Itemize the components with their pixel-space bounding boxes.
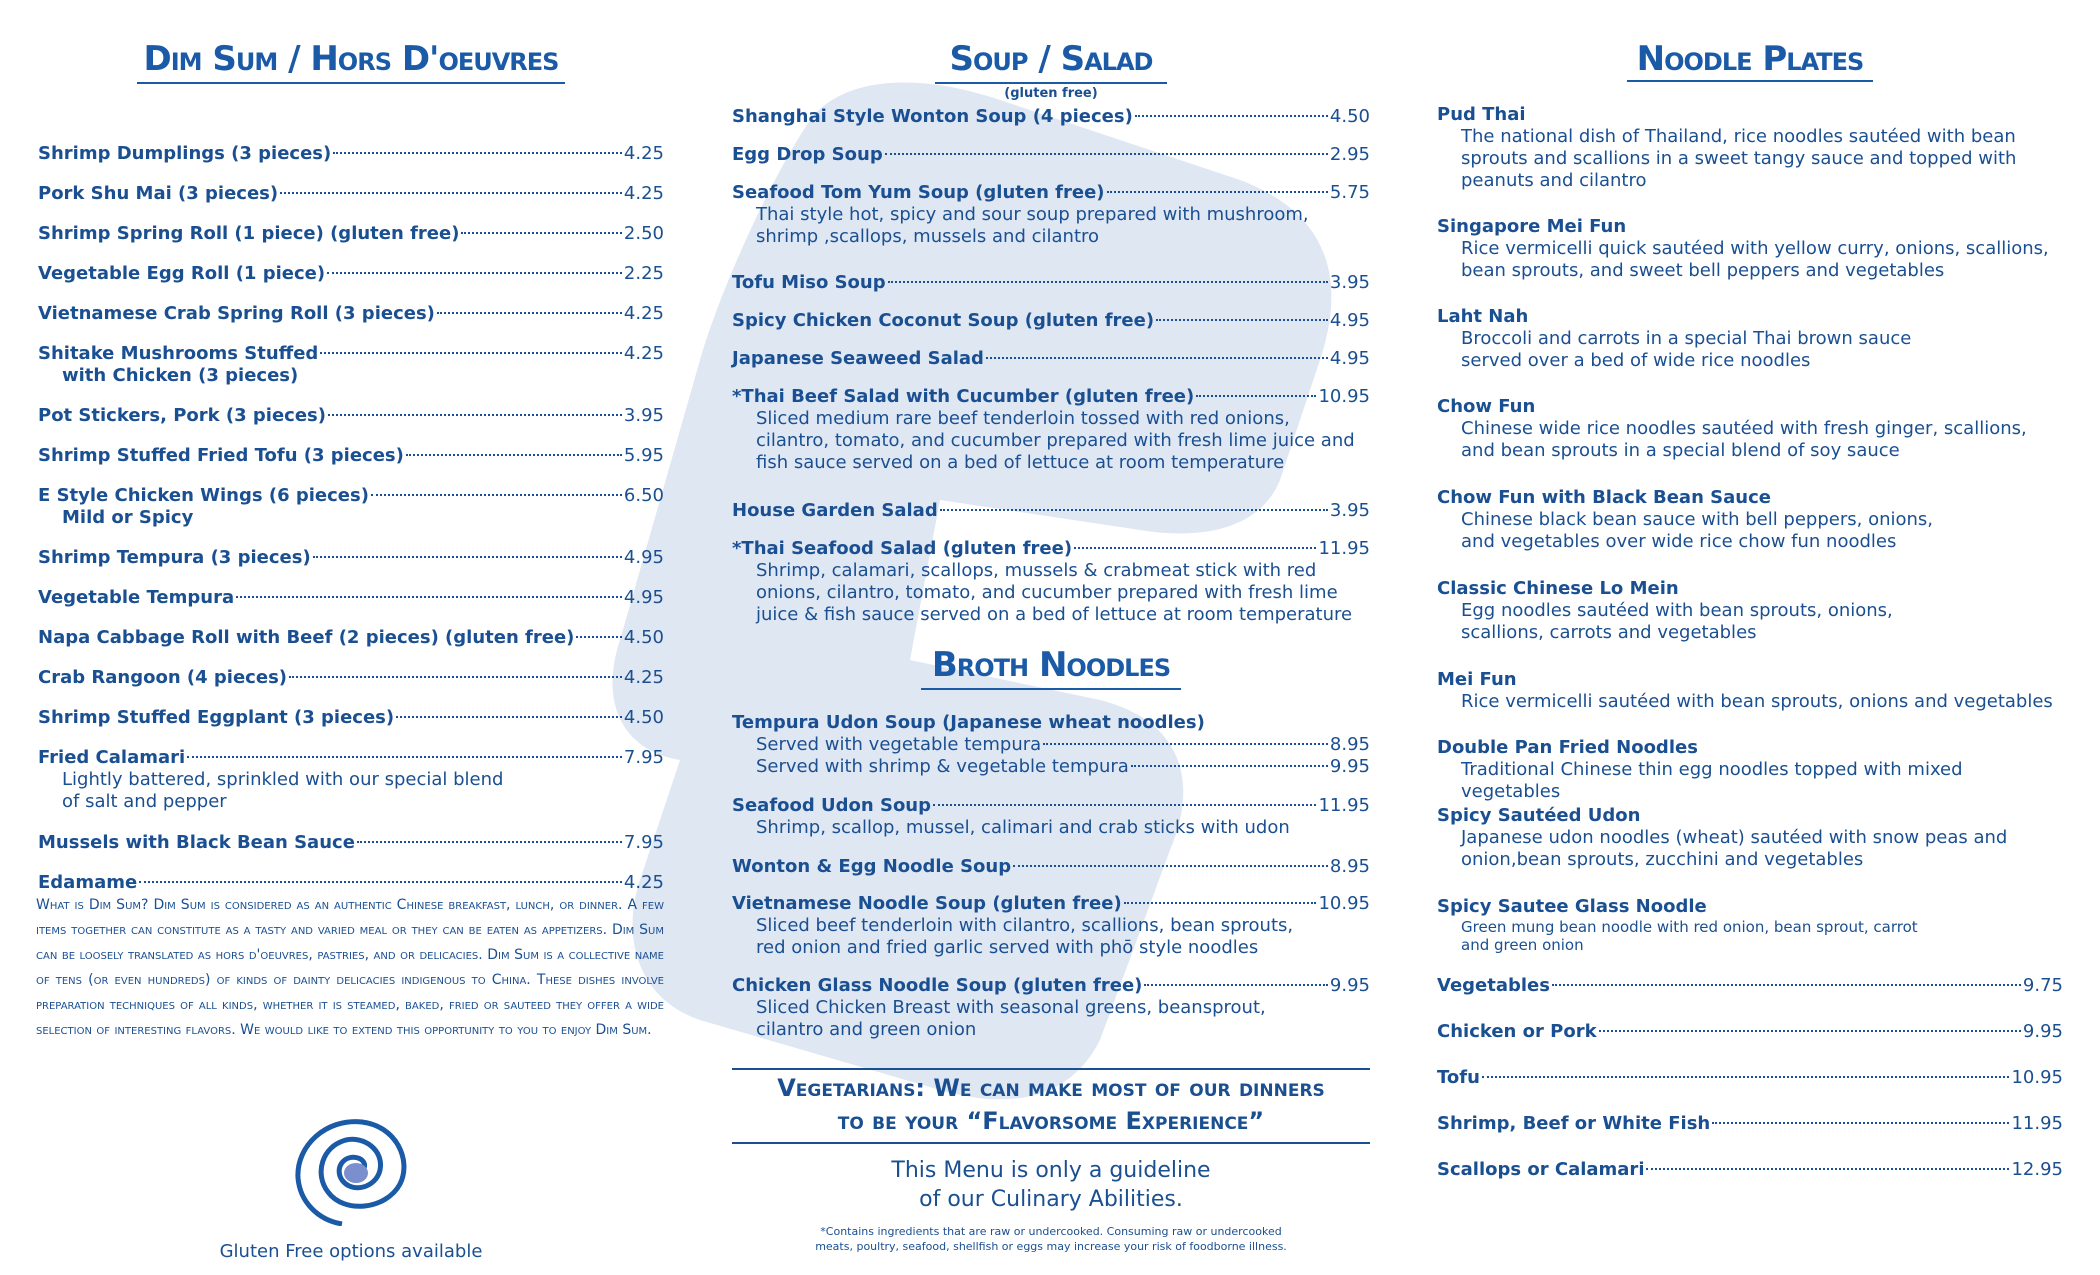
item-price: 4.95: [623, 587, 664, 608]
item-description: Egg noodles sautéed with bean sprouts, onions,: [1461, 600, 1893, 621]
item-price: 9.75: [2022, 975, 2063, 996]
item-name: Shrimp Dumplings (3 pieces): [38, 143, 332, 164]
item-price: 9.95: [2022, 1021, 2063, 1042]
item-description: and green onion: [1461, 936, 1584, 954]
item-price: 7.95: [623, 832, 664, 853]
soup-title: Soup / Salad: [949, 39, 1153, 79]
item-description: cilantro, tomato, and cucumber prepared with fresh lime juice and: [756, 430, 1355, 451]
item-description: Sliced medium rare beef tenderloin tossed with red onions,: [756, 408, 1290, 429]
protein-option: Shrimp, Beef or White Fish: [1437, 1113, 1711, 1134]
spiral-logo-icon: [284, 1116, 424, 1226]
item-price: 2.50: [623, 223, 664, 244]
title-underline: [935, 82, 1167, 84]
item-name: Vegetable Egg Roll (1 piece): [38, 263, 326, 284]
item-description: Chinese wide rice noodles sautéed with fresh ginger, scallions,: [1461, 418, 2027, 439]
item-price: 10.95: [2011, 1067, 2063, 1088]
guideline-note: [732, 1156, 1370, 1214]
item-name: Vietnamese Noodle Soup (gluten free): [732, 893, 1122, 914]
item-name: Shanghai Style Wonton Soup (4 pieces): [732, 106, 1133, 127]
dimsum-column: [36, 38, 664, 1262]
protein-option: Tofu: [1437, 1067, 1480, 1088]
menu-item: [38, 143, 664, 165]
menu-item: [732, 310, 1370, 332]
title-underline: [137, 82, 565, 84]
menu-item: [38, 707, 664, 729]
menu-item: [1437, 487, 2063, 553]
item-description: Green mung bean noodle with red onion, bean sprout, carrot: [1461, 918, 1918, 936]
item-description: onion,bean sprouts, zucchini and vegetables: [1461, 849, 1864, 870]
item-name: Tempura Udon Soup (Japanese wheat noodles): [732, 712, 1205, 733]
item-description: Rice vermicelli quick sautéed with yellow curry, onions, scallions,: [1461, 238, 2049, 259]
item-description: Sliced Chicken Breast with seasonal greens, beansprout,: [756, 997, 1266, 1018]
item-subline: Mild or Spicy: [62, 507, 194, 528]
menu-item: [1437, 396, 2063, 462]
item-name: Japanese Seaweed Salad: [732, 348, 984, 369]
menu-item: [732, 795, 1370, 839]
item-description: served over a bed of wide rice noodles: [1461, 350, 1811, 371]
menu-item: [732, 712, 1370, 778]
item-description: Sliced beef tenderloin with cilantro, scallions, bean sprouts,: [756, 915, 1294, 936]
menu-item: [732, 348, 1370, 370]
item-price: 7.95: [623, 747, 664, 768]
protein-option: Chicken or Pork: [1437, 1021, 1597, 1042]
menu-item: [732, 975, 1370, 1041]
menu-item: [1437, 306, 2063, 372]
item-price: 3.95: [623, 405, 664, 426]
item-name: Chicken Glass Noodle Soup (gluten free): [732, 975, 1143, 996]
title-underline: [1627, 80, 1873, 82]
item-name: Fried Calamari: [38, 747, 186, 768]
item-description: Rice vermicelli sautéed with bean sprouts, onions and vegetables: [1461, 691, 2053, 712]
item-description: Shrimp, scallop, mussel, calimari and crab sticks with udon: [756, 817, 1290, 838]
menu-item: [732, 386, 1370, 474]
item-price: 8.95: [1329, 734, 1370, 755]
raw-food-disclaimer: [732, 1224, 1370, 1254]
item-description: and vegetables over wide rice chow fun noodles: [1461, 531, 1897, 552]
item-price: 6.50: [623, 485, 664, 506]
menu-item: [38, 263, 664, 285]
item-price: 2.25: [623, 263, 664, 284]
item-description: peanuts and cilantro: [1461, 170, 1647, 191]
menu-item: [38, 747, 664, 813]
item-name: Spicy Sautéed Udon: [1437, 805, 1641, 826]
item-name: Shrimp Stuffed Fried Tofu (3 pieces): [38, 445, 404, 466]
menu-item: [38, 303, 664, 325]
item-price: 4.25: [623, 872, 664, 893]
item-price: 4.25: [623, 183, 664, 204]
item-price: 5.75: [1329, 182, 1370, 203]
item-name: House Garden Salad: [732, 500, 938, 521]
disclaimer-line: meats, poultry, seafood, shellfish or eggs may increase your risk of foodborne illness.: [815, 1240, 1287, 1253]
dimsum-title: Dim Sum / Hors D'oeuvres: [143, 39, 559, 79]
item-name: Spicy Sautee Glass Noodle: [1437, 896, 1707, 917]
item-price: 4.50: [1329, 106, 1370, 127]
item-description: and bean sprouts in a special blend of soy sauce: [1461, 440, 1900, 461]
item-price: 4.25: [623, 667, 664, 688]
menu-item: [1437, 669, 2063, 713]
item-description: Shrimp, calamari, scallops, mussels & crabmeat stick with red: [756, 560, 1317, 581]
item-name: Seafood Udon Soup: [732, 795, 932, 816]
menu-item: [732, 500, 1370, 522]
item-price: 4.95: [1329, 348, 1370, 369]
noodle-column: [1437, 38, 2063, 1180]
item-name: Crab Rangoon (4 pieces): [38, 667, 288, 688]
disclaimer-line: *Contains ingredients that are raw or undercooked. Consuming raw or undercooked: [820, 1225, 1282, 1238]
menu-item: [1437, 737, 2063, 803]
item-description: Lightly battered, sprinkled with our special blend: [62, 769, 504, 790]
item-description: scallions, carrots and vegetables: [1461, 622, 1757, 643]
item-name: Shrimp Spring Roll (1 piece) (gluten free): [38, 223, 460, 244]
item-description: sprouts and scallions in a sweet tangy sauce and topped with: [1461, 148, 2017, 169]
noodle-title: Noodle Plates: [1636, 39, 1864, 79]
item-name: Vietnamese Crab Spring Roll (3 pieces): [38, 303, 435, 324]
price-row: [1437, 1021, 2063, 1043]
item-name: Edamame: [38, 872, 138, 893]
item-name: Shitake Mushrooms Stuffed: [38, 343, 319, 364]
item-price: 11.95: [2011, 1113, 2063, 1134]
menu-item: [732, 538, 1370, 626]
item-price: 4.25: [623, 143, 664, 164]
item-name: Tofu Miso Soup: [732, 272, 886, 293]
menu-item: [38, 485, 664, 529]
item-price: 4.50: [623, 627, 664, 648]
item-price: 10.95: [1318, 893, 1370, 914]
broth-title: Broth Noodles: [931, 645, 1171, 685]
item-name: Wonton & Egg Noodle Soup: [732, 856, 1012, 877]
menu-item: [732, 182, 1370, 248]
menu-item: [38, 667, 664, 689]
item-name: Pud Thai: [1437, 104, 1526, 125]
item-name: Classic Chinese Lo Mein: [1437, 578, 1679, 599]
item-name: Vegetable Tempura: [38, 587, 235, 608]
option-label: Served with vegetable tempura: [756, 734, 1042, 755]
menu-item: [38, 587, 664, 609]
menu-item: [38, 405, 664, 427]
item-price: 4.50: [623, 707, 664, 728]
item-price: 11.95: [1318, 538, 1370, 559]
item-price: 3.95: [1329, 272, 1370, 293]
item-name: *Thai Seafood Salad (gluten free): [732, 538, 1073, 559]
menu-item: [38, 627, 664, 649]
item-price: 9.95: [1329, 756, 1370, 777]
vegetarian-line: Vegetarians: We can make most of our dinners: [777, 1074, 1325, 1102]
price-row: [1437, 1067, 2063, 1089]
item-name: Napa Cabbage Roll with Beef (2 pieces) (gluten free): [38, 627, 575, 648]
item-name: Chow Fun with Black Bean Sauce: [1437, 487, 1771, 508]
item-description: onions, cilantro, tomato, and cucumber prepared with fresh lime: [756, 582, 1338, 603]
item-price: 3.95: [1329, 500, 1370, 521]
menu-item: [732, 893, 1370, 959]
menu-item: [38, 183, 664, 205]
item-price: 2.95: [1329, 144, 1370, 165]
menu-item: [38, 547, 664, 569]
protein-option: Vegetables: [1437, 975, 1550, 996]
item-description: Japanese udon noodles (wheat) sautéed with snow peas and: [1461, 827, 2008, 848]
menu-item: [732, 856, 1370, 878]
vegetarian-line: to be your “Flavorsome Experience”: [837, 1107, 1265, 1135]
item-description: juice & fish sauce served on a bed of lettuce at room temperature: [756, 604, 1353, 625]
item-description: Chinese black bean sauce with bell peppers, onions,: [1461, 509, 1934, 530]
item-description: Broccoli and carrots in a special Thai brown sauce: [1461, 328, 1912, 349]
soup-subtitle: (gluten free): [1004, 86, 1098, 101]
vegetarian-banner: [732, 1068, 1370, 1144]
item-price: 8.95: [1329, 856, 1370, 877]
item-name: Chow Fun: [1437, 396, 1536, 417]
item-price: 4.25: [623, 303, 664, 324]
menu-item: [38, 445, 664, 467]
item-name: Shrimp Stuffed Eggplant (3 pieces): [38, 707, 395, 728]
item-price: 10.95: [1318, 386, 1370, 407]
menu-item: [1437, 578, 2063, 644]
item-description: shrimp ,scallops, mussels and cilantro: [756, 226, 1100, 247]
menu-item: [38, 832, 664, 854]
item-price: 4.25: [623, 343, 664, 364]
menu-item: [38, 872, 664, 894]
item-price: 9.95: [1329, 975, 1370, 996]
item-name: *Thai Beef Salad with Cucumber (gluten free): [732, 386, 1195, 407]
price-row: [1437, 975, 2063, 997]
item-description: The national dish of Thailand, rice noodles sautéed with bean: [1461, 126, 2016, 147]
item-name: Singapore Mei Fun: [1437, 216, 1627, 237]
menu-item: [732, 272, 1370, 294]
menu-item: [732, 106, 1370, 128]
item-name: Mussels with Black Bean Sauce: [38, 832, 355, 853]
gluten-free-note: Gluten Free options available: [219, 1241, 483, 1262]
price-row: [1437, 1159, 2063, 1181]
item-description: bean sprouts, and sweet bell peppers and vegetables: [1461, 260, 1945, 281]
item-name: E Style Chicken Wings (6 pieces): [38, 485, 369, 506]
protein-option: Scallops or Calamari: [1437, 1159, 1645, 1180]
item-name: Seafood Tom Yum Soup (gluten free): [732, 182, 1105, 203]
item-description: red onion and fried garlic served with phō style noodles: [756, 937, 1259, 958]
guideline-line: This Menu is only a guideline: [891, 1158, 1211, 1183]
item-name: Spicy Chicken Coconut Soup (gluten free): [732, 310, 1155, 331]
menu-item: [1437, 216, 2063, 282]
item-name: Shrimp Tempura (3 pieces): [38, 547, 311, 568]
item-name: Laht Nah: [1437, 306, 1529, 327]
item-name: Egg Drop Soup: [732, 144, 883, 165]
soup-column: [732, 38, 1370, 1253]
item-name: Pork Shu Mai (3 pieces): [38, 183, 279, 204]
dimsum-about-text: What is Dim Sum? Dim Sum is considered as an authentic Chinese breakfast, lunch, or dinner. A few items together can constitute as a tasty and varied meal or they can be eaten as appetizers. Dim Sum can be loosely translated as hors d'oeuvres, pastries, and or delicacies. Dim Sum is a collective name of tens (or even hundreds) of kinds of dainty delicacies indigenous to China. These dishes involve preparation techniques of all kinds, whether it is steamed, baked, fried or sauteed they offer a wide selection of interesting flavors. We would like to extend this opportunity to you to enjoy Dim Sum.: [36, 897, 664, 1038]
item-description: cilantro and green onion: [756, 1019, 977, 1040]
menu-item: [1437, 805, 2063, 871]
option-label: Served with shrimp & vegetable tempura: [756, 756, 1129, 777]
item-name: Mei Fun: [1437, 669, 1517, 690]
item-description: Thai style hot, spicy and sour soup prepared with mushroom,: [756, 204, 1309, 225]
item-price: 4.95: [623, 547, 664, 568]
item-name: Double Pan Fried Noodles: [1437, 737, 1698, 758]
item-description: of salt and pepper: [62, 791, 227, 812]
item-price: 4.95: [1329, 310, 1370, 331]
menu-item: [1437, 104, 2063, 192]
item-price: 12.95: [2011, 1159, 2063, 1180]
title-underline: [921, 688, 1181, 690]
menu-item: [732, 144, 1370, 166]
guideline-line: of our Culinary Abilities.: [919, 1187, 1183, 1212]
menu-item: [38, 223, 664, 245]
item-price: 11.95: [1318, 795, 1370, 816]
item-description: fish sauce served on a bed of lettuce at room temperature: [756, 452, 1285, 473]
item-subline: with Chicken (3 pieces): [62, 365, 299, 386]
menu-item: [1437, 896, 2063, 954]
item-price: 5.95: [623, 445, 664, 466]
price-row: [1437, 1113, 2063, 1135]
menu-item: [38, 343, 664, 387]
item-name: Pot Stickers, Pork (3 pieces): [38, 405, 326, 426]
item-description: Traditional Chinese thin egg noodles topped with mixed vegetables: [1461, 759, 1963, 802]
